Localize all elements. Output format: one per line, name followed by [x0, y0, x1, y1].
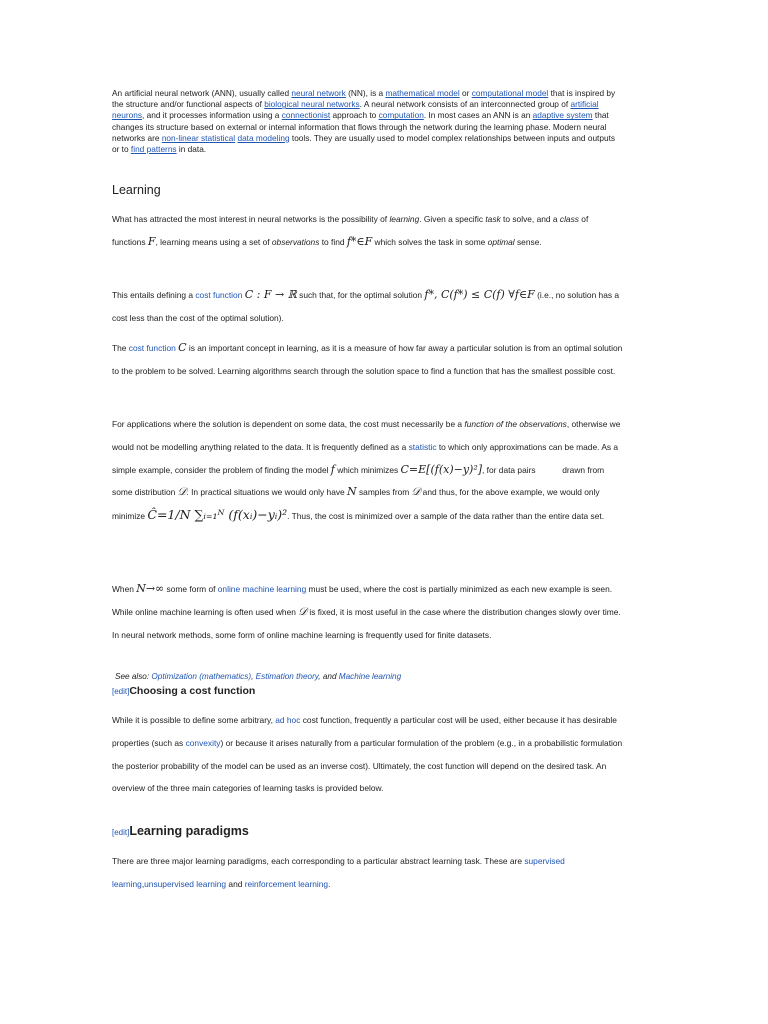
link-machine-learning[interactable]: Machine learning: [338, 672, 402, 681]
link-optimization[interactable]: Optimization (mathematics): [151, 672, 252, 681]
math-distribution-D-3: 𝒟: [298, 604, 308, 618]
math-cost-mapping: C : F → ℝ: [244, 288, 297, 301]
paradigms-paragraph: There are three major learning paradigms, each corresponding to a particular abstract learning task. These are supervised learning,unsupervised learning and reinforcement learning.: [112, 856, 565, 889]
link-statistic[interactable]: statistic: [408, 441, 437, 452]
link-convexity[interactable]: convexity: [185, 737, 221, 748]
link-supervised-learning[interactable]: supervised learning: [112, 856, 565, 889]
link-find-patterns[interactable]: find patterns: [130, 144, 177, 155]
link-mathematical-model[interactable]: mathematical model: [385, 88, 460, 98]
math-N: N: [347, 485, 357, 499]
math-empirical-cost: Ĉ=1/N ∑ᵢ₌₁ᴺ (f(xᵢ)−yᵢ)²: [147, 507, 288, 523]
math-optimal-condition: f*, C(f*) ≤ C(f) ∀f∈F: [424, 288, 535, 301]
cost-paragraph: While it is possible to define some arbitrary, ad hoc cost function, frequently a particular cost will be used, either because it has desirable properties (such as convexity) or because it arises naturally from a particular formulation of the problem (e.g., in a probabilistic formulation the posterior probability of the model can be used as an inverse cost). Ultimately, the cost function will depend on the desired task. An overview of the three main categories of learning tasks is provided below.: [112, 715, 623, 794]
link-computational-model[interactable]: computational model: [471, 88, 549, 98]
math-distribution-D-2: 𝒟: [411, 485, 421, 499]
edit-link-cost-function[interactable]: [edit]: [112, 687, 130, 696]
math-N-to-infinity: N→∞: [136, 582, 165, 595]
learning-paragraph-3: The cost function C is an important concept in learning, as it is a measure of how far away a particular solution is from an optimal solution to the problem to be solved. Learning algorithms search through the solution space to find a function that has the smallest possible cost.: [112, 341, 623, 376]
link-biological-neural-networks[interactable]: biological neural networks: [264, 99, 360, 110]
learning-paragraph-5: When N→∞ some form of online machine learning must be used, where the cost is partially minimized as each new example is seen. While online machine learning is often used when 𝒟 is fixed, it is most useful in the case where the distribution changes slowly over time. In neural network methods, some form of online machine learning is frequently used for finite datasets.: [112, 582, 621, 640]
link-connectionist[interactable]: connectionist: [281, 110, 331, 121]
link-cost-function-2[interactable]: cost function: [128, 343, 176, 353]
edit-link-learning-paradigms[interactable]: [edit]: [112, 828, 130, 837]
section-heading-learning-paradigms: [edit]Learning paradigms: [112, 824, 249, 838]
math-F: F: [147, 234, 156, 248]
math-model-f: f: [330, 462, 335, 476]
link-ad-hoc[interactable]: ad hoc: [275, 715, 301, 725]
math-C: C: [178, 341, 187, 354]
link-online-machine-learning[interactable]: online machine learning: [217, 584, 307, 594]
link-computation[interactable]: computation: [378, 110, 424, 121]
intro-paragraph: An artificial neural network (ANN), usually called neural network (NN), is a mathematical model or computational model that is inspired by the structure and/or functional aspects of biological neural networks. A neural network consists of an interconnected group of artificial neurons, and it processes information using a connectionist approach to computation. In most cases an ANN is an adaptive system that changes its structure based on external or internal information that flows through the network during the learning phase. Modern neural networks are non-linear statistical data modeling tools. They are usually used to model complex relationships between inputs and outputs or to find patterns in data.: [112, 88, 616, 155]
see-also-note: See also: Optimization (mathematics), Estimation theory, and Machine learning: [115, 672, 402, 681]
learning-paragraph-1: What has attracted the most interest in neural networks is the possibility of learning. Given a specific task to solve, and a class of functions F, learning means using a set of observations to find f*∈F which solves the task in some optimal sense.: [112, 214, 589, 248]
link-reinforcement-learning[interactable]: reinforcement learning: [244, 878, 329, 889]
link-neural-network[interactable]: neural network: [291, 88, 346, 98]
link-unsupervised-learning[interactable]: unsupervised learning: [144, 878, 227, 889]
math-distribution-D: 𝒟: [177, 485, 187, 499]
link-non-linear-statistical[interactable]: non-linear statistical: [161, 132, 236, 143]
section-heading-cost-function: [edit]Choosing a cost function: [112, 685, 256, 697]
section-heading-learning: Learning: [112, 183, 161, 197]
math-f-star-in-F: f*∈F: [346, 234, 373, 248]
learning-paragraph-4: For applications where the solution is dependent on some data, the cost must necessarily be a function of the observations, otherwise we would not be modelling anything related to the data. It is frequently defined as a statistic to which only approximations can be made. As a simple example, consider the problem of finding the model f which minimizes C=E[(f(x)−y)²], for data pairs drawn from some distribution 𝒟. In practical situations we would only have N samples from 𝒟 and thus, for the above example, we would only minimize Ĉ=1/N ∑ᵢ₌₁ᴺ (f(xᵢ)−yᵢ)². Thus, the cost is minimized over a sample of the data rather than the entire data set.: [112, 419, 621, 523]
link-cost-function[interactable]: cost function: [195, 290, 243, 300]
learning-paragraph-2: This entails defining a cost function C : F → ℝ such that, for the optimal solution f*, C(f*) ≤ C(f) ∀f∈F (i.e., no solution has a cost less than the cost of the optimal solution).: [112, 288, 620, 323]
link-estimation-theory[interactable]: Estimation theory: [255, 672, 319, 681]
link-data-modeling[interactable]: data modeling: [237, 132, 290, 143]
link-artificial-neurons[interactable]: artificial neurons: [112, 99, 599, 121]
link-adaptive-system[interactable]: adaptive system: [532, 110, 593, 121]
math-expected-cost: C=E[(f(x)−y)²]: [400, 462, 483, 476]
